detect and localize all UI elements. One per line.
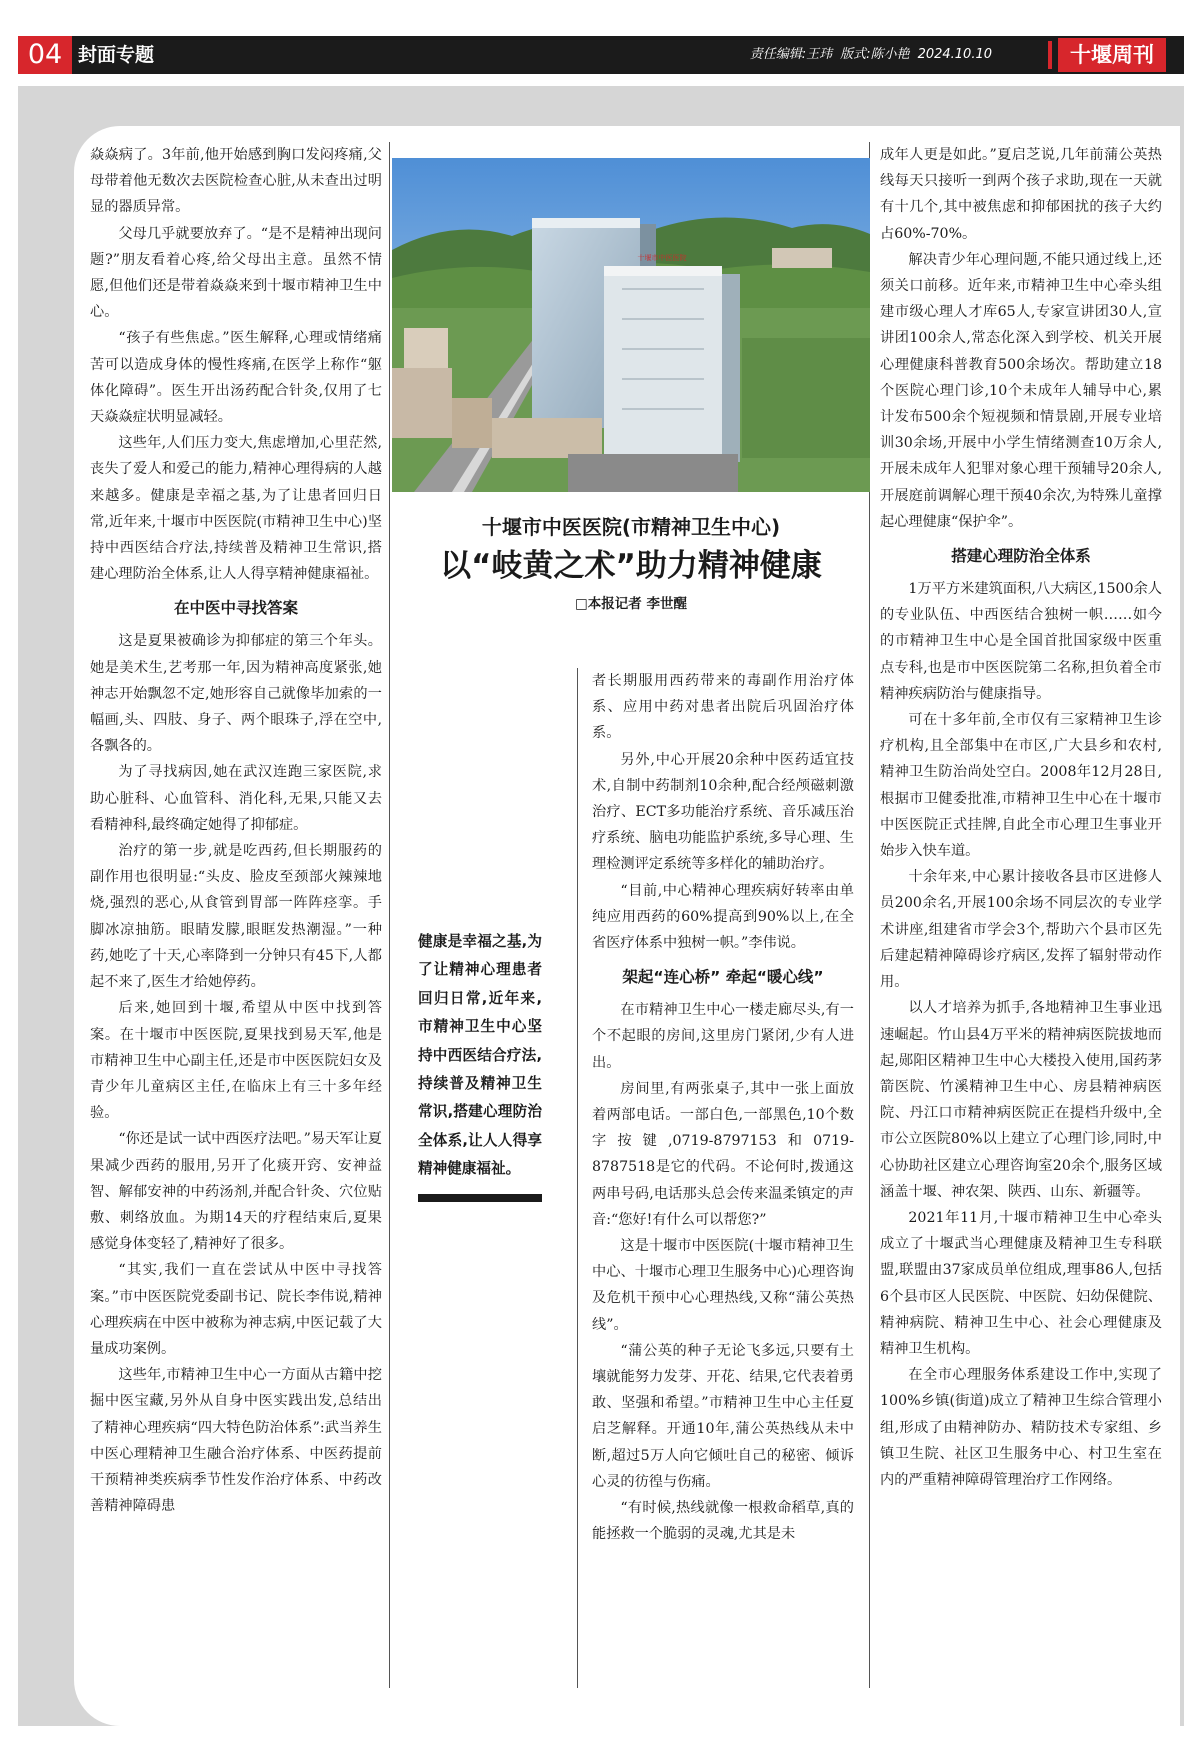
issue-date: 2024.10.10 bbox=[917, 47, 992, 62]
column-divider bbox=[577, 668, 578, 1688]
kicker: 十堰市中医医院(市精神卫生中心) bbox=[481, 515, 781, 539]
pull-quote: 健康是幸福之基,为了让精神心理患者回归日常,近年来,市精神卫生中心坚持中西医结合疗法,持续普及精神卫生常识,搭建心理防治全体系,让人人得享精神健康福祉。 bbox=[418, 933, 542, 1178]
column-1 bbox=[90, 142, 382, 1519]
paragraph: 这些年,人们压力变大,焦虑增加,心里茫然,丧失了爱人和爱己的能力,精神心理得病的人越来越多。健康是幸福之基,为了让患者回归日常,近年来,十堰市中医医院(市精神卫生中心)坚持中西医结合疗法,持续普及精神卫生常识,搭建心理防治全体系,让人人得享精神健康福祉。 bbox=[90, 435, 382, 583]
building-sign: 十堰市中医医院 bbox=[637, 254, 687, 262]
paragraph: 在全市心理服务体系建设工作中,实现了100%乡镇(街道)成立了精神卫生综合管理小组,形成了由精神防办、精防技术专家组、乡镇卫生院、社区卫生服务中心、村卫生室在内的严重精神障碍管理治疗工作网络。 bbox=[880, 1367, 1162, 1488]
paragraph: “有时候,热线就像一根救命稻草,真的能拯救一个脆弱的灵魂,尤其是未 bbox=[592, 1500, 854, 1543]
column-3 bbox=[592, 668, 854, 1548]
header-bar bbox=[18, 36, 1184, 74]
subhead: 搭建心理防治全体系 bbox=[951, 547, 1091, 566]
paragraph: “你还是试一试中西医疗法吧。”易天军让夏果减少西药的服用,另开了化痰开窍、安神益智、解郁安神的中药汤剂,并配合针灸、穴位贴敷、刺络放血。为期14天的疗程结束后,夏果感觉身体变轻了,精神好了很多。 bbox=[90, 1131, 382, 1253]
column-4 bbox=[880, 142, 1162, 1493]
paragraph: 焱焱病了。3年前,他开始感到胸口发闷疼痛,父母带着他无数次去医院检查心脏,从未查出过明显的器质异常。 bbox=[90, 147, 382, 216]
pull-quote-rule bbox=[418, 1194, 542, 1202]
paragraph: 治疗的第一步,就是吃西药,但长期服药的副作用也很明显:“头皮、脸皮至颈部火辣辣地烧,强烈的恶心,从食管到胃部一阵阵痉挛。手脚冰凉抽筋。眼睛发朦,眼眶发热潮湿。”一种药,她吃了十天,心率降到一分钟只有45下,人都起不来了,医生才给她停药。 bbox=[90, 843, 382, 991]
paper-logo: 十堰周刊 bbox=[1058, 38, 1166, 72]
subhead: 在中医中寻找答案 bbox=[173, 599, 298, 618]
paragraph: 可在十多年前,全市仅有三家精神卫生诊疗机构,且全部集中在市区,广大县乡和农村,精神卫生防治尚处空白。2008年12月28日,根据市卫健委批准,市精神卫生中心在十堰市中医医院正式挂牌,自此全市心理卫生事业开始步入快车道。 bbox=[880, 712, 1162, 860]
paragraph: 房间里,有两张桌子,其中一张上面放着两部电话。一部白色,一部黑色,10个数字按键,0719-8797153和0719-8787518是它的代码。不论何时,拨通这两串号码,电话那头总会传来温柔镇定的声音:“您好!有什么可以帮您?” bbox=[592, 1080, 854, 1228]
paragraph: “蒲公英的种子无论飞多远,只要有土壤就能努力发芽、开花、结果,它代表着勇敢、坚强和希望。”市精神卫生中心主任夏启芝解释。开通10年,蒲公英热线从未中断,超过5万人向它倾吐自己的秘密、倾诉心灵的彷徨与伤痛。 bbox=[592, 1342, 854, 1490]
paragraph: 这是夏果被确诊为抑郁症的第三个年头。她是美术生,艺考那一年,因为精神高度紧张,她神志开始飘忽不定,她形容自己就像毕加索的一幅画,头、四肢、身子、两个眼珠子,浮在空中,各飘各的。 bbox=[90, 633, 382, 755]
byline: □本报记者 李世醒 bbox=[575, 596, 687, 612]
paragraph: 成年人更是如此。”夏启芝说,几年前蒲公英热线每天只接听一到两个孩子求助,现在一天就有十几个,其中被焦虑和抑郁困扰的孩子大约占60%-70%。 bbox=[880, 147, 1162, 242]
section-title: 封面专题 bbox=[78, 44, 155, 66]
paragraph: 这是十堰市中医医院(十堰市精神卫生中心、十堰市心理卫生服务中心)心理咨询及危机干预中心心理热线,又称“蒲公英热线”。 bbox=[592, 1238, 854, 1333]
hospital-photo bbox=[392, 158, 870, 492]
layout-credit: 版式:陈小艳 bbox=[840, 47, 910, 62]
subhead: 架起“连心桥” 牵起“暖心线” bbox=[622, 968, 824, 987]
paragraph: 1万平方米建筑面积,八大病区,1500余人的专业队伍、中西医结合独树一帜……如今的市精神卫生中心是全国首批国家级中医重点专科,也是市中医医院第二名称,担负着全市精神疾病防治与健康指导。 bbox=[880, 581, 1162, 702]
paragraph: 解决青少年心理问题,不能只通过线上,还须关口前移。近年来,市精神卫生中心牵头组建市级心理人才库65人,专家宣讲团30人,宣讲团100余人,常态化深入到学校、机关开展心理健康科普教育500余场次。帮助建立18个医院心理门诊,10个未成年人辅导中心,累计发布500余个短视频和情景剧,开展专业培训30余场,开展中小学生情绪测查10万余人,开展未成年人犯罪对象心理干预辅导20余人,开展庭前调解心理干预40余次,为特殊儿童撑起心理健康“保护伞”。 bbox=[880, 251, 1162, 530]
paragraph: 者长期服用西药带来的毒副作用治疗体系、应用中药对患者出院后巩固治疗体系。 bbox=[592, 673, 854, 742]
paragraph: 另外,中心开展20余种中医药适宜技术,自制中药制剂10余种,配合经颅磁刺激治疗、ECT多功能治疗系统、音乐减压治疗系统、脑电功能监护系统,多导心理、生理检测评定系统等多样化的辅助治疗。 bbox=[592, 751, 854, 873]
paragraph: “孩子有些焦虑。”医生解释,心理或情绪痛苦可以造成身体的慢性疼痛,在医学上称作“躯体化障碍”。医生开出汤药配合针灸,仅用了七天焱焱症状明显减轻。 bbox=[90, 330, 382, 426]
paragraph: “其实,我们一直在尝试从中医中寻找答案。”市中医医院党委副书记、院长李伟说,精神心理疾病在中医中被称为神志病,中医记载了大量成功案例。 bbox=[90, 1262, 382, 1357]
page-number: 04 bbox=[18, 36, 72, 74]
paragraph: 以人才培养为抓手,各地精神卫生事业迅速崛起。竹山县4万平米的精神病医院拔地而起,郧阳区精神卫生中心大楼投入使用,国药茅箭医院、竹溪精神卫生中心、房县精神病医院、丹江口市精神病医院正在提档升级中,全市公立医院80%以上建立了心理门诊,同时,中心协助社区建立心理咨询室20余个,服务区域涵盖十堰、神农架、陕西、山东、新疆等。 bbox=[880, 1000, 1162, 1200]
paragraph: 父母几乎就要放弃了。“是不是精神出现问题?”朋友看着心疼,给父母出主意。虽然不情愿,但他们还是带着焱焱来到十堰市精神卫生中心。 bbox=[90, 225, 382, 321]
editor-name: 责任编辑:王玮 bbox=[749, 47, 833, 62]
column-divider bbox=[389, 142, 390, 1688]
headline: 以“岐黄之术”助力精神健康 bbox=[440, 548, 822, 584]
paragraph: “目前,中心精神心理疾病好转率由单纯应用西药的60%提高到90%以上,在全省医疗体系中独树一帜。”李伟说。 bbox=[592, 882, 854, 952]
paragraph: 在市精神卫生中心一楼走廊尽头,有一个不起眼的房间,这里房门紧闭,少有人进出。 bbox=[592, 1002, 854, 1071]
headline-block bbox=[392, 512, 870, 615]
paragraph: 为了寻找病因,她在武汉连跑三家医院,求助心脏科、心血管科、消化科,无果,只能又去看精神科,最终确定她得了抑郁症。 bbox=[90, 764, 382, 833]
logo-divider bbox=[1048, 41, 1052, 69]
paragraph: 后来,她回到十堰,希望从中医中找到答案。在十堰市中医医院,夏果找到易天军,他是市精神卫生中心副主任,还是市中医医院妇女及青少年儿童病区主任,在临床上有三十多年经验。 bbox=[90, 1000, 382, 1122]
editor-credits bbox=[750, 36, 992, 74]
paragraph: 2021年11月,十堰市精神卫生中心牵头成立了十堰武当心理健康及精神卫生专科联盟,联盟由37家成员单位组成,理事86人,包括6个县市区人民医院、中医院、妇幼保健院、精神病院、精神卫生中心、社会心理健康及精神卫生机构。 bbox=[880, 1209, 1162, 1357]
paragraph: 这些年,市精神卫生中心一方面从古籍中挖掘中医宝藏,另外从自身中医实践出发,总结出了精神心理疾病“四大特色防治体系”:武当养生中医心理精神卫生融合治疗体系、中医药提前干预精神类疾病季节性发作治疗体系、中药改善精神障碍患 bbox=[90, 1367, 382, 1515]
paragraph: 十余年来,中心累计接收各县市区进修人员200余名,开展100余场不同层次的专业学术讲座,组建省市学会3个,帮助六个县市区先后建起精神障碍诊疗病区,发挥了辐射带动作用。 bbox=[880, 869, 1162, 991]
